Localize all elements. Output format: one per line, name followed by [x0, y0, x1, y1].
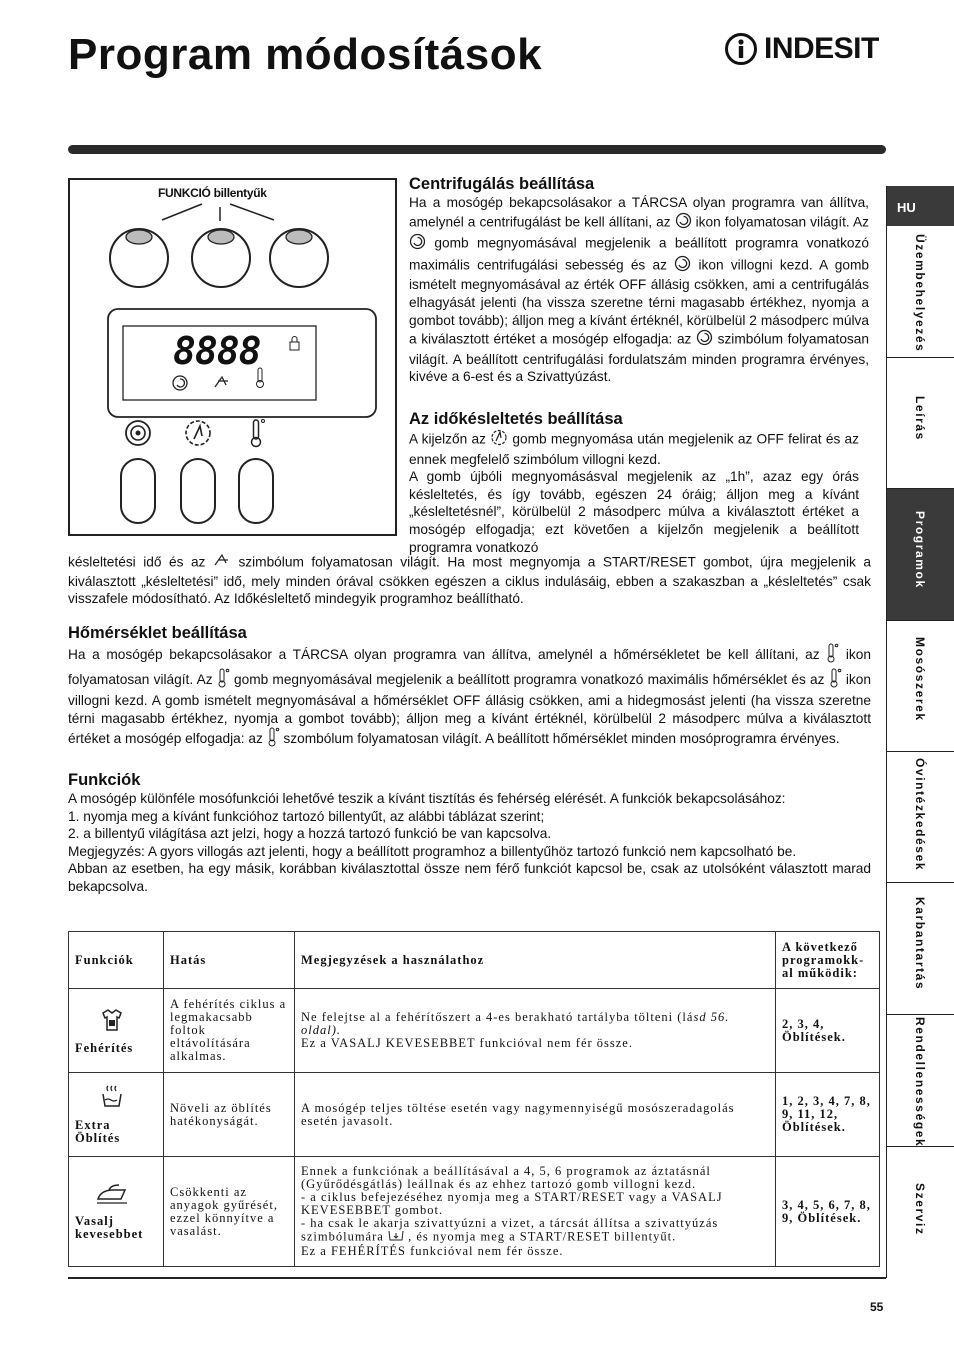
spin-icon	[696, 329, 713, 351]
effect-cell: A fehérítés ciklus a legmakacsabb foltok eltávolítására alkalmas.	[164, 989, 295, 1073]
display-digits: 8888	[173, 329, 261, 373]
spin-section	[409, 174, 869, 386]
function-button-3	[270, 229, 328, 287]
delay-section-cont	[68, 553, 871, 608]
thermometer-icon	[267, 727, 280, 752]
header-rule	[68, 145, 886, 154]
functions-paragraph: Megjegyzés: A gyors villogás azt jelenti, hogy a beállított programhoz a billentyűhöz tartozó funkció nem kapcsolható be.	[68, 843, 797, 859]
note-cell: Ne felejtse al a fehérítőszert a 4-es berakható tartályba tölteni (lásd 56. oldal). Ez a VASALJ KEVESEBBET funkcióval nem fér össze.	[295, 989, 776, 1073]
function-name: Vasalj kevesebbet	[75, 1214, 144, 1241]
spin-icon	[675, 212, 692, 234]
functions-paragraph: Abban az esetben, ha egy másik, korábban kiválasztottal össze nem férő funkciót kapcsol be, csak az utolsóként választott marad bekapcsolva.	[68, 861, 871, 894]
thermometer-icon	[217, 668, 230, 693]
table-row	[69, 989, 880, 1073]
temp-text: ikon villogni kezd. A gomb ismételt megnyomásával a hőmérséklet OFF állásig csökken, ami a hidegmosást jelenti (ha vissza szeretne térni magasabb értékhez, nyomja a gombot tovább); álljon meg a kívánt értéknél, körülbelül 2 másodperc múlva a kiválasztott értéket a mosógép elfogadja: az	[68, 671, 871, 747]
table-header: Megjegyzések a használathoz	[295, 932, 776, 989]
sidebar-item-rendellenessegek[interactable]: Rendellenességek	[887, 1015, 954, 1147]
functions-paragraph: A mosógép különféle mosófunkciói lehetővé teszik a kívánt tisztítás és fehérség elérését. A funkciók bekapcsolásához:	[68, 791, 786, 806]
page-number: 55	[870, 1300, 884, 1314]
note-cell: A mosógép teljes töltése esetén vagy nagymennyiségű mosószeradagolás esetén javasolt.	[295, 1073, 776, 1157]
sidebar-item-ovintezkedesek[interactable]: Óvintézkedések	[887, 752, 954, 883]
functions-heading: Funkciók	[68, 771, 141, 789]
footer-rule	[68, 1277, 886, 1279]
extra-rinse-icon	[75, 1084, 157, 1113]
temp-button-icon	[252, 420, 265, 447]
thermometer-icon	[829, 668, 842, 693]
logo-text: INDESIT	[764, 32, 879, 65]
temp-text: Ha a mosógép bekapcsolásakor a TÁRCSA olyan programra van állítva, amelynél a hőmérsékletet be kell állítani, az	[68, 646, 820, 662]
effect-cell: Csökkenti az anyagok gyűrését, ezzel könnyítve a vasalást.	[164, 1157, 295, 1267]
programs-cell: 3, 4, 5, 6, 7, 8, 9, Öblítések.	[776, 1157, 880, 1267]
temp-section	[68, 623, 871, 752]
delay-text: szimbólum folyamatosan világít. Ha most megnyomja a START/RESET gombot, újra megjelenik a kiválasztott „késleltetési” idő, mely minden órával csökken egészen a ciklus indulásáig, ebben a szakaszban a „késleltetés” csak visszafele módosítható. Az Időkésleltető mindegyik programhoz beállítható.	[68, 554, 872, 607]
spin-text: Ha a mosógép bekapcsolásakor a TÁRCSA olyan programra van állítva, amelynél a centrifugálást be kell állítani, az	[409, 195, 869, 230]
programs-cell: 1, 2, 3, 4, 7, 8, 9, 11, 12, Öblítések.	[776, 1073, 880, 1157]
sidebar-item-karbantartas[interactable]: Karbantartás	[887, 883, 954, 1015]
spin-text: gomb megnyomásával megjelenik a beállított programra vonatkozó maximális centrifugálási sebesség és az	[409, 235, 869, 273]
delay-button-icon	[186, 421, 210, 445]
function-button-1	[110, 229, 168, 287]
sidebar-item-mososzerek[interactable]: Mosószerek	[887, 621, 954, 752]
note-cell: Ennek a funkciónak a beállításával a 4, 5, 6 programok az áztatásnál (Gyűrődésgátlás) leállnak és az ehhez tartozó gomb villogni kezd. - a ciklus befejezéséhez nyomja meg a START/RESET vagy a VASALJ KEVESEBBET gombot. - ha csak le akarja szivattyúzni a vizet, a tárcsát állítsa a szivattyúzás szimbólumára , és nyomja meg a START/RESET billentyűt. Ez a FEHÉRÍTÉS funkcióval nem fér össze.	[295, 1157, 776, 1267]
spin-icon	[674, 255, 691, 277]
iron-icon	[75, 1182, 157, 1209]
function-keys-label: FUNKCIÓ billentyűk	[158, 186, 267, 200]
lang-tab[interactable]: HU	[887, 186, 954, 226]
spin-button-icon	[126, 421, 150, 445]
sidebar-nav	[886, 186, 954, 1278]
delay-symbol-icon	[213, 553, 231, 573]
thermometer-icon	[826, 643, 839, 668]
delay-text: A gomb újbóli megnyomásásval megjelenik az „1h”, azaz egy órás késleltetés, és így tovább, egészen 24 óráig; álljon meg a kívánt „késleltetésnél”, körülbelül 2 másodperc múlva a kiválasztott értéket a mosógép elfogadja; ezt követően a kijelzőn megjelenik a beállított programra vonatkozó	[409, 469, 859, 555]
function-name: Extra Öblítés	[75, 1118, 121, 1145]
delay-icon	[490, 429, 508, 451]
temp-text: szombólum folyamatosan világít. A beállított hőmérséklet minden mosóprogramra érvényes.	[283, 731, 840, 747]
functions-paragraph: 1. nyomja meg a kívánt funkcióhoz tartozó billentyűt, az alábbi táblázat szerint;	[68, 808, 545, 824]
sidebar-item-programok[interactable]: Programok	[887, 489, 954, 621]
indesit-i-icon	[724, 32, 758, 66]
spin-heading: Centrifugálás beállítása	[409, 175, 595, 193]
temp-text: gomb megnyomásával megjelenik a beállított programra vonatkozó maximális hőmérséklet és az	[233, 671, 825, 687]
control-panel-figure	[68, 178, 397, 536]
sidebar-item-uzembehelyezes[interactable]: Üzembehelyezés	[887, 226, 954, 358]
function-name: Fehérítés	[75, 1040, 134, 1055]
spin-text: szimbólum folyamatosan világít. A beállított centrifugálási fordulatszám minden programra érvényes, kivéve a 6-est és a Szivattyúzást.	[409, 331, 869, 385]
delay-section	[409, 409, 859, 556]
sidebar-item-szerviz[interactable]: Szerviz	[913, 1183, 927, 1236]
table-row	[69, 1073, 880, 1157]
delay-text: gomb megnyomása után megjelenik az OFF felirat és az ennek megfelelő szimbólum villogni kezd.	[409, 431, 859, 467]
function-button-2	[192, 229, 250, 287]
table-row	[69, 1157, 880, 1267]
effect-cell: Növeli az öblítés hatékonyságát.	[164, 1073, 295, 1157]
functions-table	[68, 931, 880, 1267]
sidebar-item-leiras[interactable]: Leírás	[887, 358, 954, 489]
bleach-icon	[75, 1007, 157, 1036]
table-header-row	[69, 932, 880, 989]
spin-text: ikon folyamatosan világít. Az	[695, 214, 869, 230]
spin-text: ikon villogni kezd. A gomb ismételt megnyomásával az érték OFF állásig csökken, ami a centrifugálás elhagyását jelenti (ha vissza szeretne térni magasabb értékhez, nyomja a gombot tovább); álljon meg a kívánt értéknél, körülbelül 2 másodperc múlva a kiválasztott értéket a mosógép elfogadja: az	[409, 257, 869, 347]
table-header: Funkciók	[69, 932, 164, 989]
table-header: Hatás	[164, 932, 295, 989]
functions-paragraph: 2. a billentyű világítása azt jelzi, hogy a hozzá tartozó funkció be van kapcsolva.	[68, 826, 552, 842]
drain-icon	[388, 1230, 404, 1245]
temp-heading: Hőmérséklet beállítása	[68, 624, 247, 642]
table-header: A következő programokk-al működik:	[776, 932, 880, 989]
delay-heading: Az időkésleltetés beállítása	[409, 410, 623, 428]
page-title: Program módosítások	[68, 30, 543, 79]
spin-icon	[409, 233, 426, 255]
temp-text: ikon folyamatosan világít. Az	[68, 646, 871, 687]
programs-cell: 2, 3, 4, Öblítések.	[776, 989, 880, 1073]
delay-text: A kijelzőn az	[409, 431, 486, 447]
functions-section	[68, 770, 871, 896]
delay-text: késleltetési idő és az	[68, 554, 206, 570]
brand-logo	[724, 32, 879, 66]
